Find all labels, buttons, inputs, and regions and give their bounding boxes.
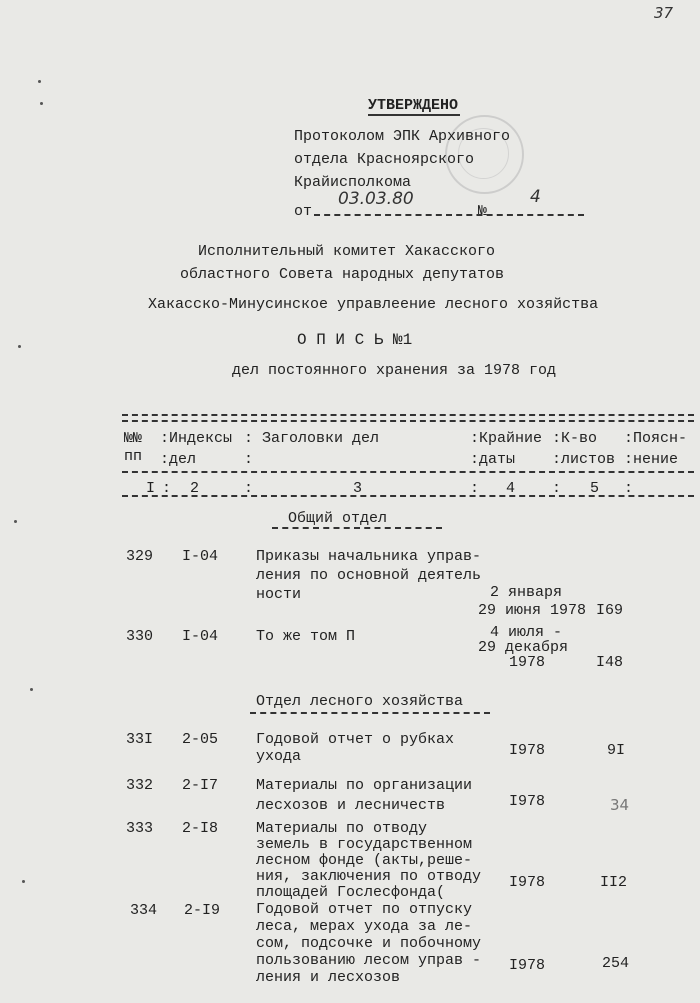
- header-number-5: 5: [590, 480, 600, 497]
- row-number: 333: [126, 820, 154, 837]
- header-number-2: 2: [190, 480, 200, 497]
- row-index: 2-I8: [182, 820, 219, 837]
- header-col-index-b: :дел: [160, 451, 197, 468]
- row-title-line: Приказы начальника управ-: [256, 548, 482, 565]
- row-title-line: ления по основной деятель: [256, 567, 482, 584]
- row-title-line: лесхозов и лесничеств: [256, 797, 446, 814]
- header-number-3: 3: [353, 480, 363, 497]
- row-sheets: I48: [596, 654, 624, 671]
- org-line-2: областного Совета народных депутатов: [180, 266, 505, 283]
- row-sheets: II2: [600, 874, 628, 891]
- table-header-separator: [122, 471, 694, 473]
- row-date-line: I978: [509, 957, 546, 974]
- table-top-line-2: [122, 420, 694, 422]
- row-date-line: 1978: [509, 654, 546, 671]
- header-col-sheets-b: :листов: [552, 451, 616, 468]
- row-title-line: ния, заключения по отводу: [256, 868, 482, 885]
- row-sheets: 34: [610, 796, 630, 814]
- row-title-line: Материалы по отводу: [256, 820, 428, 837]
- header-col-num-a: №№: [124, 430, 143, 447]
- org-department: Хакасско-Минусинское управлеение лесного хозяйства: [148, 296, 599, 313]
- row-number: 330: [126, 628, 154, 645]
- row-index: I-04: [182, 628, 219, 645]
- approval-from-label: от: [294, 203, 313, 220]
- row-number: 33I: [126, 731, 154, 748]
- section-forest: Отдел лесного хозяйства: [256, 693, 464, 710]
- page-number: 37: [654, 4, 674, 22]
- approval-number-label: №: [478, 203, 488, 220]
- row-title-line: площадей Гослесфонда(: [256, 884, 446, 901]
- header-col-title-b: :: [244, 451, 254, 468]
- approval-date-line: [314, 214, 584, 216]
- row-title-line: лесном фонде (акты,реше-: [256, 852, 473, 869]
- row-title-line: леса, мерах ухода за ле-: [256, 918, 473, 935]
- header-col-title-a: : Заголовки дел: [244, 430, 380, 447]
- table-top-line-1: [122, 414, 694, 416]
- row-index: 2-I7: [182, 777, 219, 794]
- row-date-line: I978: [509, 742, 546, 759]
- row-sheets: 9I: [607, 742, 626, 759]
- row-title-line: ухода: [256, 748, 302, 765]
- row-date-line: 4 июля -: [490, 624, 563, 641]
- approval-title: УТВЕРЖДЕНО: [368, 97, 459, 114]
- approval-title-underline: [368, 114, 460, 116]
- row-title-line: То же том П: [256, 628, 356, 645]
- header-col-index-a: :Индексы: [160, 430, 233, 447]
- header-col-notes-b: :нение: [624, 451, 679, 468]
- header-number-1: I: [146, 480, 156, 497]
- row-date-line: 29 декабря: [478, 639, 569, 656]
- row-title-line: ности: [256, 586, 302, 603]
- row-title-line: ления и лесхозов: [256, 969, 401, 986]
- row-number: 334: [130, 902, 158, 919]
- header-col-dates-b: :даты: [470, 451, 516, 468]
- row-title-line: Материалы по организации: [256, 777, 473, 794]
- inventory-title: О П И С Ь №1: [297, 331, 413, 349]
- approval-line-3: Крайисполкома: [294, 174, 412, 191]
- row-index: 2-I9: [184, 902, 221, 919]
- approval-line-2: отдела Красноярского: [294, 151, 475, 168]
- header-number-4: 4: [506, 480, 516, 497]
- table-numbers-separator: [122, 495, 694, 497]
- row-index: I-04: [182, 548, 219, 565]
- archive-document-page: 37 УТВЕРЖДЕНО Протоколом ЭПК Архивного отдела Красноярского Крайисполкома от 03.03.80 № 4 Исполнительный комитет Хакасского областного Совета народных депутатов Хакасско-Минусинское управлеение лесного хозяйства О П И С Ь №1 дел постоянного хранения за 1978 год №№ пп :Индексы :дел : Заголовки дел : :Крайние :даты :К-во :листов :Поясн- :нение I : 2 : 3 : 4 : 5 : Общий отдел 329 I-04 Приказы начальника управ- ления по основной деятель ности 2 января 29 июня 1978 I69 330 I-04 То же том П 4 июля - 29 декабря 1978 I48 Отдел лесного хозяйства 33I 2-05 Годовой отчет о рубках ухода I978 9I 332 2-I7 Материалы по организации лесхозов и лесничеств I978 34 333 2-I8 Материалы по отводу земель в государственном лесном фонде (акты,реше- ния, заключения по отводу площадей Гослесфонда( I978 II2 334 2-I9 Годовой отчет по отпуску леса, мерах ухода за ле- сом, подсочке и побочному пользованию лесом управ - ления и лесхозов I978 254: [0, 0, 700, 1003]
- section-general: Общий отдел: [288, 510, 388, 527]
- row-title-line: земель в государственном: [256, 836, 473, 853]
- header-col-sheets-a: :К-во: [552, 430, 598, 447]
- row-sheets: 254: [602, 955, 630, 972]
- header-col-num-b: пп: [124, 448, 143, 465]
- approval-date: 03.03.80: [338, 189, 414, 209]
- approval-line-1: Протоколом ЭПК Архивного: [294, 128, 511, 145]
- row-title-line: пользованию лесом управ -: [256, 952, 482, 969]
- row-title-line: сом, подсочке и побочному: [256, 935, 482, 952]
- approval-number: 4: [530, 187, 541, 207]
- row-number: 332: [126, 777, 154, 794]
- row-date-line: I978: [509, 874, 546, 891]
- header-col-dates-a: :Крайние: [470, 430, 543, 447]
- row-number: 329: [126, 548, 154, 565]
- row-title-line: Годовой отчет по отпуску: [256, 901, 473, 918]
- section-forest-underline: [250, 712, 490, 714]
- row-title-line: Годовой отчет о рубках: [256, 731, 455, 748]
- row-index: 2-05: [182, 731, 219, 748]
- row-date-line: 2 января: [490, 584, 563, 601]
- section-general-underline: [272, 527, 442, 529]
- row-date-line: I978: [509, 793, 546, 810]
- header-col-notes-a: :Поясн-: [624, 430, 688, 447]
- row-date-line: 29 июня 1978: [478, 602, 587, 619]
- org-line-1: Исполнительный комитет Хакасского: [198, 243, 496, 260]
- row-sheets: I69: [596, 602, 624, 619]
- inventory-subtitle: дел постоянного хранения за 1978 год: [232, 362, 557, 379]
